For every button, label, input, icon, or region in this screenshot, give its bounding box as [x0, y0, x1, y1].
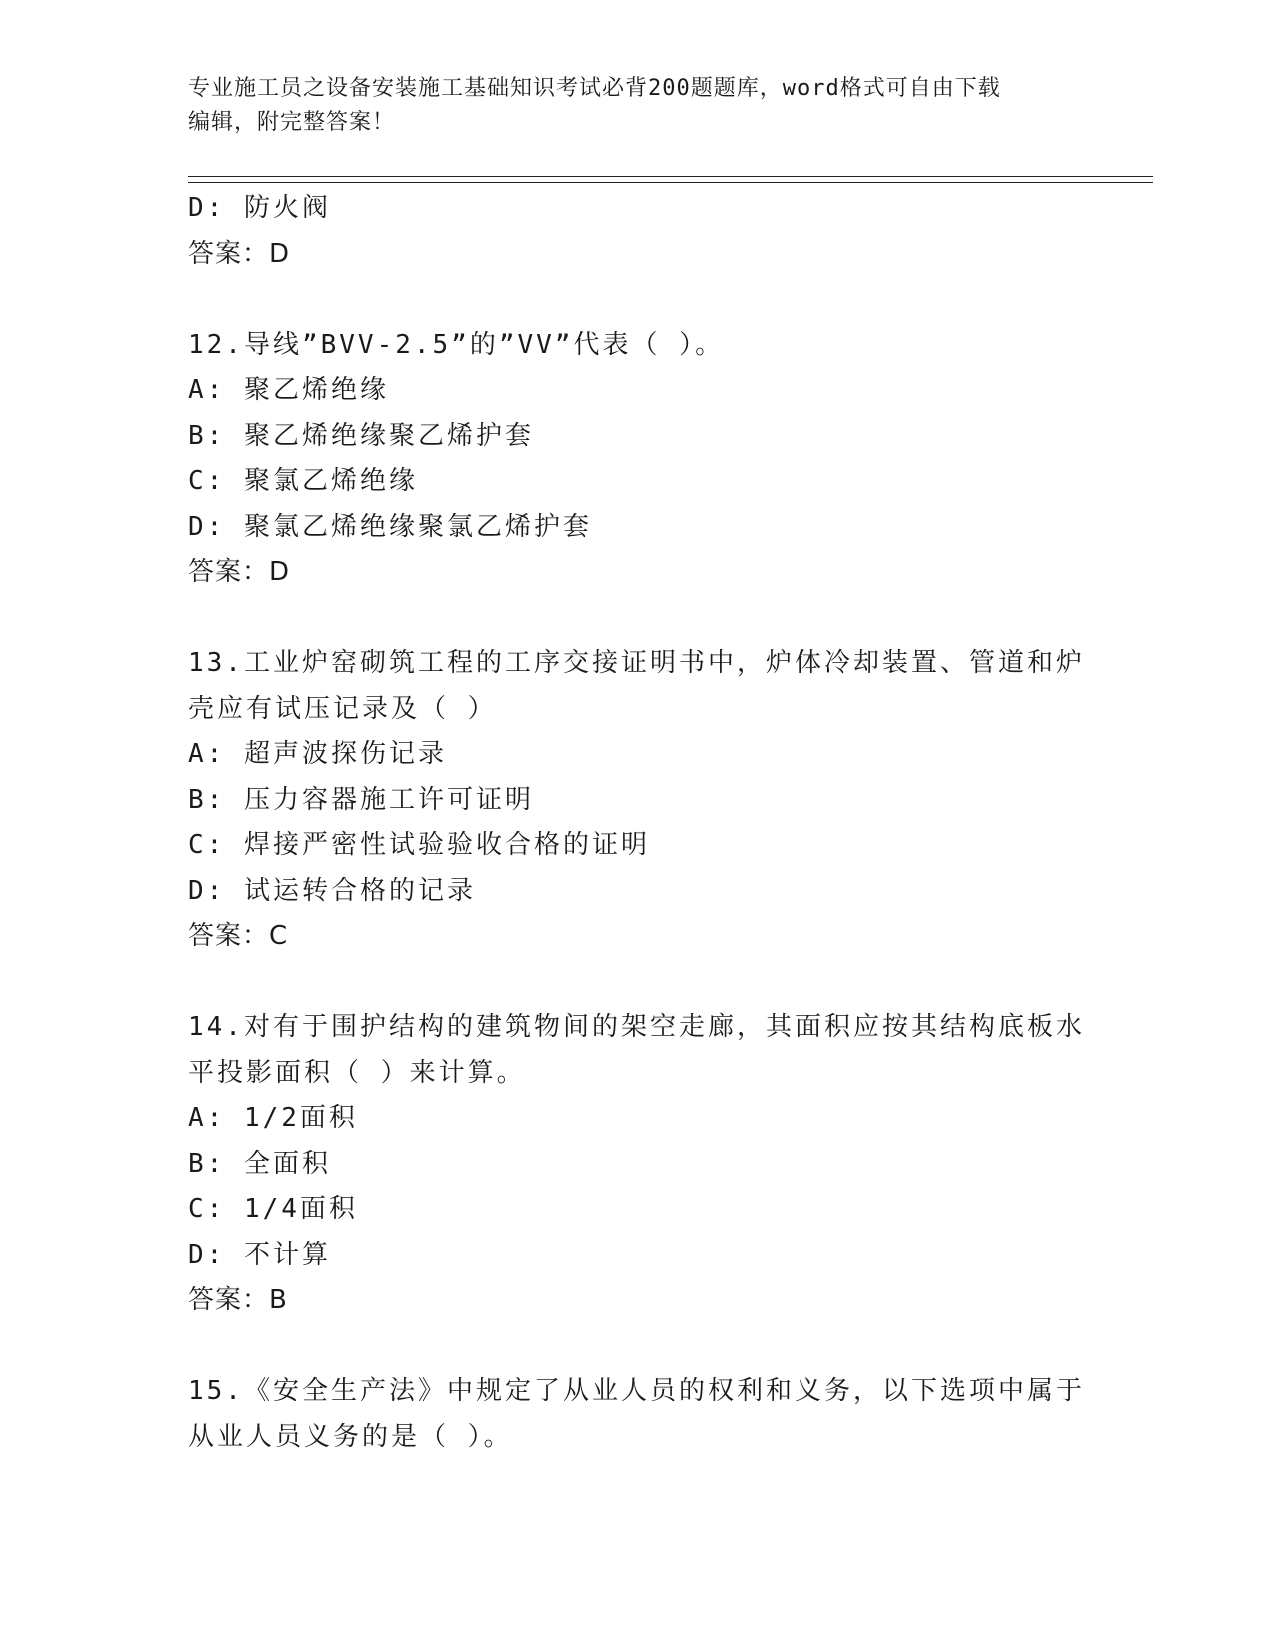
question-stem-continued: 从业人员义务的是（ ）。	[188, 1421, 513, 1452]
question-stem: 13.工业炉窑砌筑工程的工序交接证明书中，炉体冷却装置、管道和炉	[188, 648, 1085, 678]
option-d: D: 防火阀	[188, 193, 331, 223]
header-divider-top	[188, 176, 1153, 177]
answer-line: 答案：C	[188, 921, 289, 951]
header-divider-bottom	[188, 182, 1153, 183]
question-12	[188, 323, 1088, 596]
option-d: D: 不计算	[188, 1239, 331, 1270]
answer-line: 答案：B	[188, 1285, 288, 1315]
option-c: C: 焊接严密性试验验收合格的证明	[188, 830, 650, 860]
option-a: A: 1/2面积	[188, 1103, 358, 1133]
question-15	[188, 1369, 1088, 1460]
document-body	[188, 186, 1088, 1460]
question-stem-continued: 平投影面积（ ）来计算。	[188, 1057, 526, 1088]
spacer	[188, 960, 1088, 1006]
header-title-line-1: 专业施工员之设备安装施工基础知识考试必背200题题库，word格式可自由下载	[188, 76, 1001, 101]
option-a: A: 超声波探伤记录	[188, 739, 447, 769]
option-c: C: 聚氯乙烯绝缘	[188, 466, 418, 496]
option-b: B: 聚乙烯绝缘聚乙烯护套	[188, 420, 534, 451]
question-stem: 15.《安全生产法》中规定了从业人员的权利和义务，以下选项中属于	[188, 1376, 1085, 1406]
option-d: D: 聚氯乙烯绝缘聚氯乙烯护套	[188, 511, 592, 542]
question-13	[188, 641, 1088, 960]
question-14	[188, 1005, 1088, 1324]
header-title-line-2: 编辑，附完整答案！	[188, 110, 396, 135]
option-c: C: 1/4面积	[188, 1194, 358, 1224]
spacer	[188, 596, 1088, 642]
question-stem: 14.对有于围护结构的建筑物间的架空走廊，其面积应按其结构底板水	[188, 1012, 1085, 1042]
answer-line: 答案：D	[188, 557, 291, 587]
answer-line: 答案：D	[188, 238, 291, 269]
question-stem: 12.导线”BVV-2.5”的”VV”代表（ ）。	[188, 329, 725, 360]
spacer	[188, 1324, 1088, 1370]
option-b: B: 全面积	[188, 1148, 331, 1179]
option-b: B: 压力容器施工许可证明	[188, 784, 534, 815]
page-header	[188, 72, 1088, 140]
question-stem-continued: 壳应有试压记录及（ ）	[188, 693, 497, 724]
option-a: A: 聚乙烯绝缘	[188, 375, 389, 405]
option-d: D: 试运转合格的记录	[188, 875, 476, 906]
spacer	[188, 277, 1088, 323]
